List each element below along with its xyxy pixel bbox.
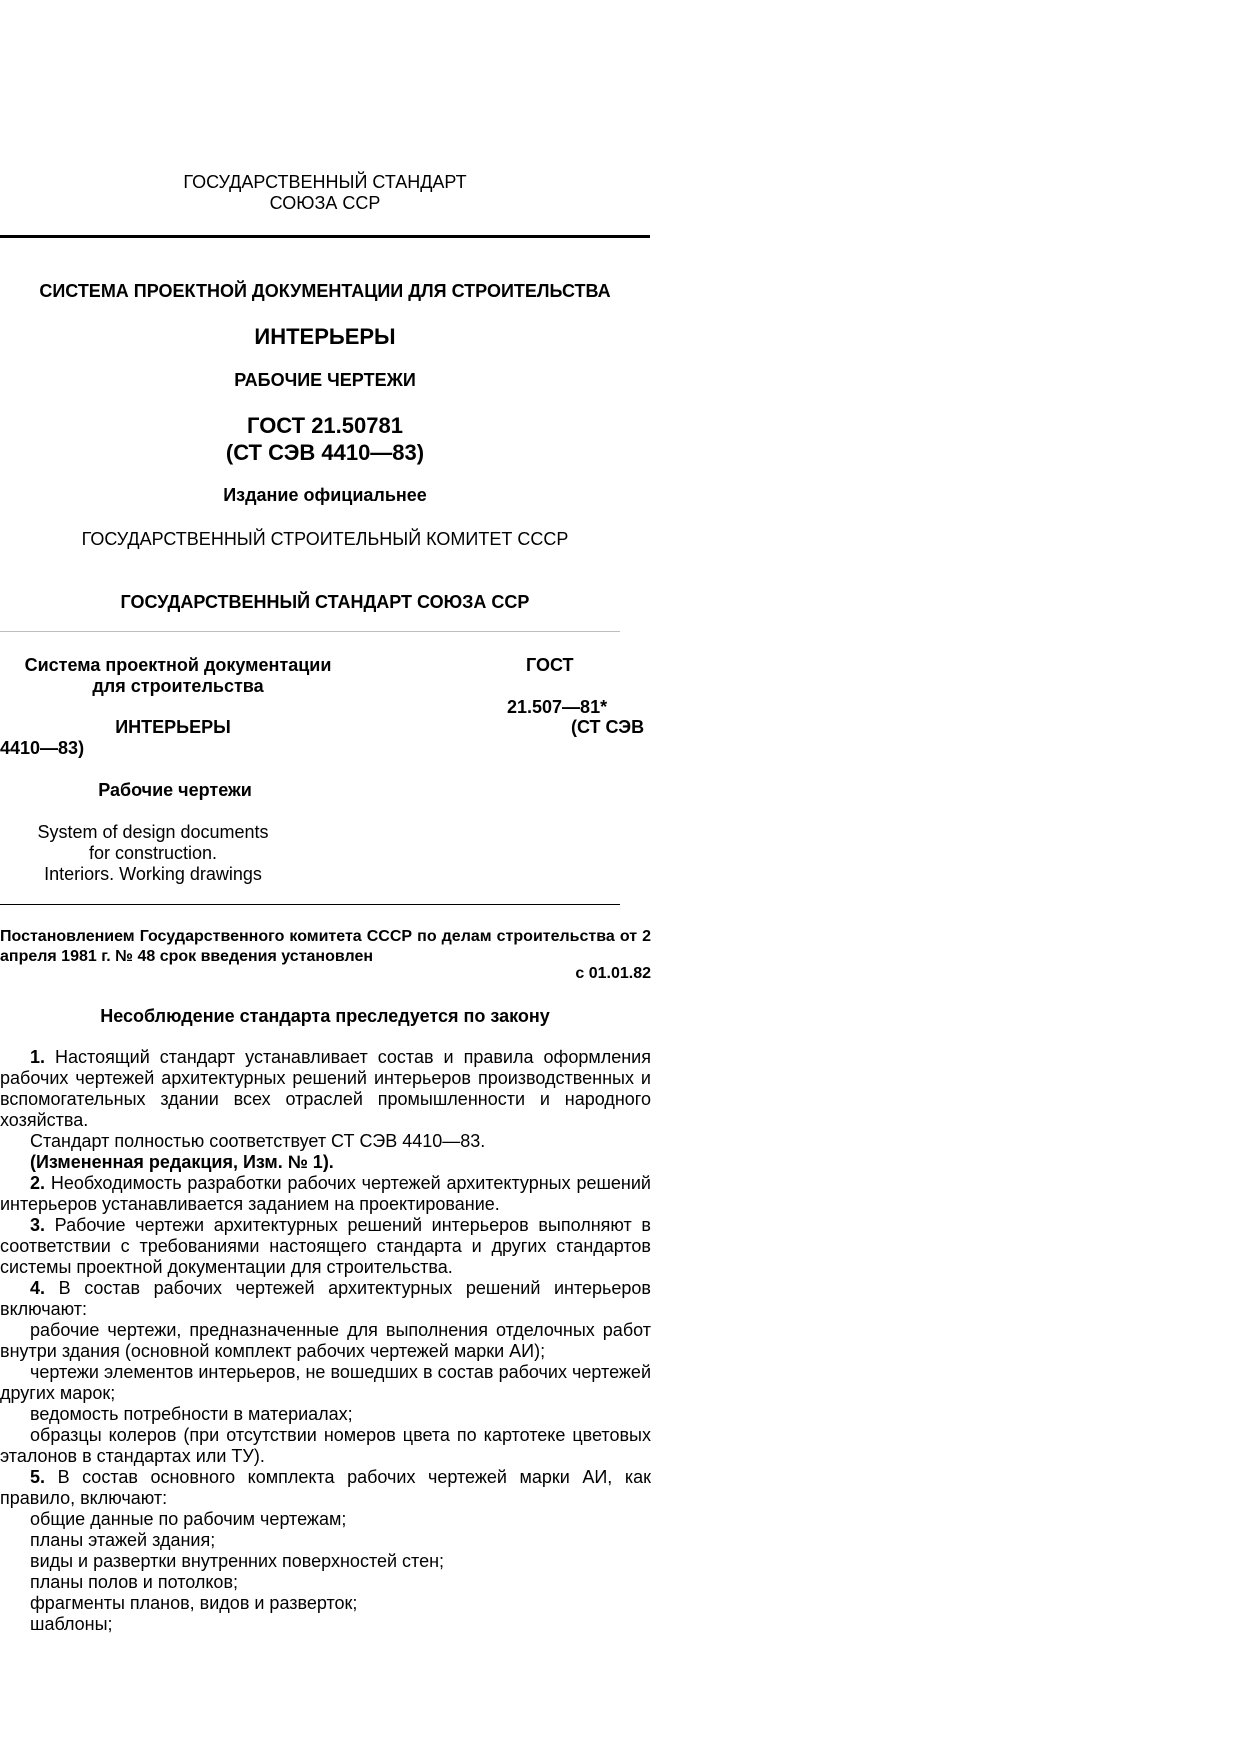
- committee-name: ГОСУДАРСТВЕННЫЙ СТРОИТЕЛЬНЫЙ КОМИТЕТ СССР: [81, 529, 569, 549]
- paragraph-2: [0, 1173, 651, 1215]
- paragraph-1: [0, 1047, 651, 1131]
- header-rule: [0, 235, 650, 238]
- paragraph-4-item-a: рабочие чертежи, предназначенные для выполнения отделочных работ внутри здания (основной комплект рабочих чертежей марки АИ);: [0, 1320, 651, 1361]
- paragraph-5-item: виды и развертки внутренних поверхностей стен;: [30, 1551, 445, 1571]
- paragraph-1-amendment: (Измененная редакция, Изм. № 1).: [30, 1152, 334, 1172]
- standard-header: ГОСУДАРСТВЕННЫЙ СТАНДАРТ СОЮЗА ССР: [120, 592, 530, 612]
- system-title: СИСТЕМА ПРОЕКТНОЙ ДОКУМЕНТАЦИИ ДЛЯ СТРОИТЕЛЬСТВА: [39, 281, 611, 301]
- paragraph-number: 5.: [30, 1467, 46, 1487]
- title-block-top-rule: [0, 631, 620, 632]
- paragraph-5-item: фрагменты планов, видов и разверток;: [30, 1593, 358, 1613]
- paragraph-text: Необходимость разработки рабочих чертежей архитектурных решений интерьеров устанавливается заданием на проектирование.: [0, 1173, 651, 1214]
- paragraph-5-item: шаблоны;: [30, 1614, 113, 1634]
- paragraph-text: Рабочие чертежи архитектурных решений интерьеров выполняют в соответствии с требованиями настоящего стандарта и других стандартов системы проектной документации для строительства.: [0, 1215, 651, 1277]
- edition-note: Издание официальнее: [223, 485, 427, 505]
- paragraph-number: 3.: [30, 1215, 46, 1235]
- paragraph-5: [0, 1467, 651, 1509]
- tb-st-sev: (СТ СЭВ: [571, 717, 645, 737]
- main-subtitle: РАБОЧИЕ ЧЕРТЕЖИ: [234, 370, 416, 390]
- title-block-bottom-rule: [0, 904, 620, 905]
- gost-equivalent: (СТ СЭВ 4410—83): [225, 440, 425, 465]
- tb-system-line-2: для строительства: [92, 676, 264, 696]
- main-title: ИНТЕРЬЕРЫ: [254, 324, 396, 349]
- paragraph-4-item-d: образцы колеров (при отсутствии номеров цвета по картотеке цветовых эталонов в стандартах или ТУ).: [0, 1425, 651, 1466]
- paragraph-text: В состав рабочих чертежей архитектурных решений интерьеров включают:: [0, 1278, 651, 1319]
- paragraph-1-compliance: Стандарт полностью соответствует СТ СЭВ 4410—83.: [30, 1131, 486, 1151]
- tb-english-line-2: for construction.: [88, 843, 218, 863]
- standard-body: [0, 1047, 651, 1635]
- paragraph-3: [0, 1215, 651, 1278]
- tb-title: ИНТЕРЬЕРЫ: [115, 717, 231, 737]
- tb-english-line-3: Interiors. Working drawings: [44, 864, 262, 884]
- paragraph-4: [0, 1278, 651, 1320]
- tb-gost-number: 21.507—81*: [507, 697, 608, 717]
- tb-system-line-1: Система проектной документации: [24, 655, 332, 675]
- gost-number: ГОСТ 21.50781: [247, 413, 403, 438]
- paragraph-text: Настоящий стандарт устанавливает состав и правила оформления рабочих чертежей архитектурных решений интерьеров производственных и вспомогательных здании всех отраслей промышленности и народного хозяйства.: [0, 1047, 651, 1130]
- tb-st-continuation: 4410—83): [0, 738, 85, 758]
- paragraph-text: В состав основного комплекта рабочих чертежей марки АИ, как правило, включают:: [0, 1467, 651, 1508]
- legal-warning: Несоблюдение стандарта преследуется по закону: [100, 1006, 550, 1026]
- tb-gost-label: ГОСТ: [526, 655, 574, 675]
- header-line-1: ГОСУДАРСТВЕННЫЙ СТАНДАРТ: [183, 172, 467, 192]
- paragraph-4-item-c: ведомость потребности в материалах;: [30, 1404, 353, 1424]
- paragraph-number: 4.: [30, 1278, 46, 1298]
- tb-subtitle: Рабочие чертежи: [98, 780, 252, 800]
- decree-date: с 01.01.82: [575, 965, 651, 982]
- tb-english-line-1: System of design documents: [37, 822, 269, 842]
- paragraph-5-item: планы этажей здания;: [30, 1530, 216, 1550]
- paragraph-5-item: планы полов и потолков;: [30, 1572, 239, 1592]
- decree-text: Постановлением Государственного комитета СССР по делам строительства от 2 апреля 1981 г. № 48 срок введения установлен: [0, 928, 651, 965]
- paragraph-number: 1.: [30, 1047, 46, 1067]
- paragraph-5-item: общие данные по рабочим чертежам;: [30, 1509, 347, 1529]
- paragraph-4-item-b: чертежи элементов интерьеров, не вошедших в состав рабочих чертежей других марок;: [0, 1362, 651, 1403]
- header-line-2: СОЮЗА ССР: [269, 193, 381, 213]
- paragraph-number: 2.: [30, 1173, 46, 1193]
